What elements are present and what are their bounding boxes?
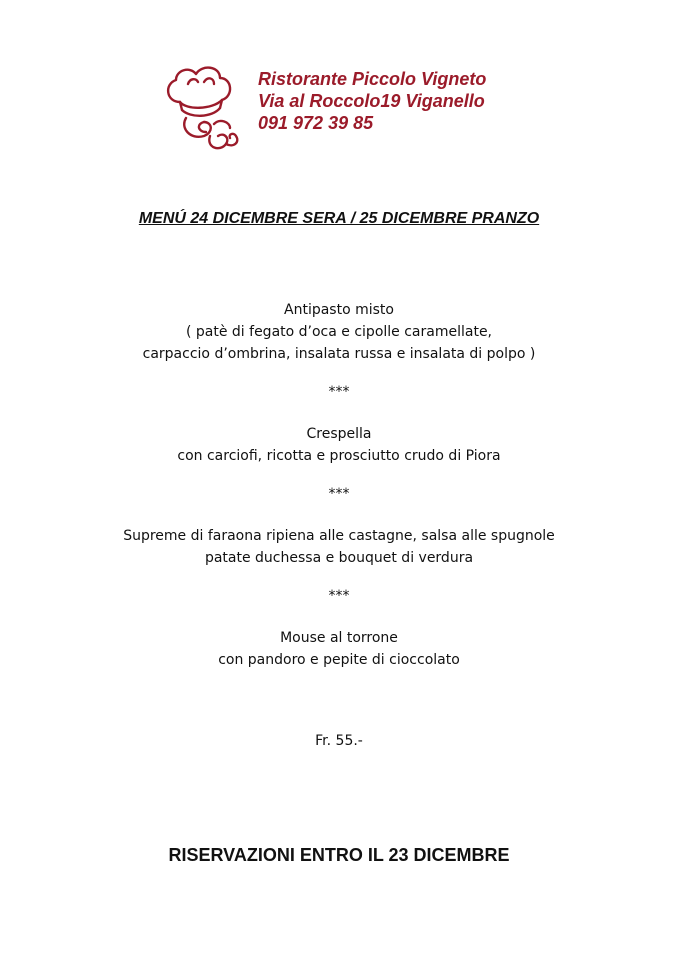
course-separator: *** — [328, 384, 350, 400]
course-antipasto — [0, 299, 678, 365]
course-line: patate duchessa e bouquet di verdura — [204, 550, 474, 566]
course-separator: *** — [328, 486, 350, 502]
course-crespella — [0, 423, 678, 467]
restaurant-address: Via al Roccolo19 Viganello — [258, 91, 485, 111]
course-line: con carciofi, ricotta e prosciutto crudo di Piora — [177, 448, 501, 464]
menu-price: Fr. 55.- — [315, 733, 363, 749]
menu-courses — [0, 299, 678, 671]
course-line: Supreme di faraona ripiena alle castagne, salsa alle spugnole — [123, 528, 555, 544]
course-line: con pandoro e pepite di cioccolato — [218, 652, 460, 668]
course-separator: *** — [328, 588, 350, 604]
restaurant-phone: 091 972 39 85 — [258, 113, 374, 133]
reservation-notice: RISERVAZIONI ENTRO IL 23 DICEMBRE — [168, 845, 510, 865]
course-dessert — [0, 627, 678, 671]
menu-title: MENÚ 24 DICEMBRE SERA / 25 DICEMBRE PRANZO — [138, 210, 540, 227]
course-line: carpaccio d’ombrina, insalata russa e insalata di polpo ) — [142, 346, 536, 362]
course-line: Antipasto misto — [284, 302, 394, 318]
course-line: Crespella — [306, 426, 372, 442]
restaurant-header — [258, 68, 486, 134]
course-main — [0, 525, 678, 569]
restaurant-name: Ristorante Piccolo Vigneto — [258, 69, 487, 89]
course-line: Mouse al torrone — [280, 630, 398, 646]
course-line: ( patè di fegato d’oca e cipolle caramellate, — [185, 324, 493, 340]
chef-hat-icon — [160, 62, 244, 156]
